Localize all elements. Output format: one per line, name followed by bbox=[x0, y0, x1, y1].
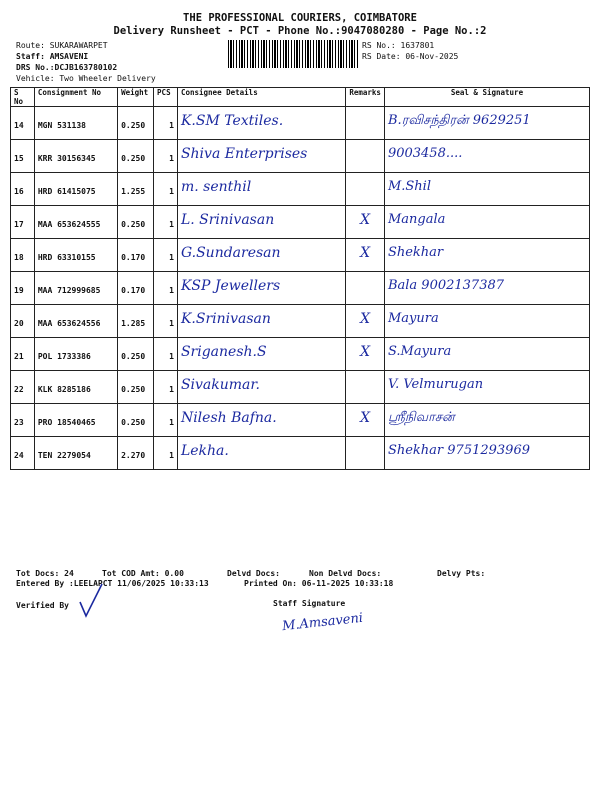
staff-label: Staff: AMSAVENI bbox=[16, 52, 89, 61]
runsheet-title: Delivery Runsheet - PCT - Phone No.:9047080280 - Page No.:2 bbox=[113, 25, 487, 37]
table-row bbox=[11, 173, 590, 206]
pcs-cell: 1 bbox=[154, 206, 178, 239]
weight-cell: 1.255 bbox=[118, 173, 154, 206]
sno-cell: 22 bbox=[11, 371, 35, 404]
sno-cell: 21 bbox=[11, 338, 35, 371]
non-delvd-docs: Non Delvd Docs: bbox=[309, 569, 382, 578]
pcs-cell: 1 bbox=[154, 107, 178, 140]
consignee-cell: K.SM Textiles. bbox=[177, 107, 345, 140]
table-row bbox=[11, 239, 590, 272]
consignment-cell: KLK 8285186 bbox=[34, 371, 117, 404]
table-row bbox=[11, 404, 590, 437]
drs-value: DCJB163780102 bbox=[54, 63, 118, 72]
signature-cell: B.ரவிசந்திரன் 9629251 bbox=[384, 107, 589, 140]
consignment-cell: MAA 712999685 bbox=[34, 272, 117, 305]
weight-cell: 0.170 bbox=[118, 239, 154, 272]
consignee-cell: KSP Jewellers bbox=[177, 272, 345, 305]
col-weight: Weight bbox=[118, 88, 154, 107]
rs-no: RS No.: 1637801 bbox=[362, 41, 435, 50]
sno-cell: 24 bbox=[11, 437, 35, 470]
consignee-cell: m. senthil bbox=[177, 173, 345, 206]
col-signature: Seal & Signature bbox=[384, 88, 589, 107]
table-row bbox=[11, 272, 590, 305]
printed-on: Printed On: 06-11-2025 10:33:18 bbox=[244, 579, 394, 588]
tot-docs: Tot Docs: 24 bbox=[16, 569, 74, 578]
weight-cell: 1.285 bbox=[118, 305, 154, 338]
signature-cell: M.Shil bbox=[384, 173, 589, 206]
consignee-cell: Sivakumar. bbox=[177, 371, 345, 404]
company-title: THE PROFESSIONAL COURIERS, COIMBATORE bbox=[183, 12, 417, 24]
pcs-cell: 1 bbox=[154, 371, 178, 404]
signature-cell: 9003458.... bbox=[384, 140, 589, 173]
consignment-cell: TEN 2279054 bbox=[34, 437, 117, 470]
signature-cell: Shekhar bbox=[384, 239, 589, 272]
table-row bbox=[11, 140, 590, 173]
sno-cell: 14 bbox=[11, 107, 35, 140]
remarks-cell bbox=[346, 371, 385, 404]
consignment-cell: MAA 653624555 bbox=[34, 206, 117, 239]
weight-cell: 0.250 bbox=[118, 107, 154, 140]
signature-cell: Mayura bbox=[384, 305, 589, 338]
vehicle-label: Vehicle: Two Wheeler Delivery bbox=[16, 74, 156, 83]
table-row bbox=[11, 305, 590, 338]
col-sno: S No bbox=[11, 88, 35, 107]
col-remarks: Remarks bbox=[346, 88, 385, 107]
signature-cell: V. Velmurugan bbox=[384, 371, 589, 404]
remarks-cell bbox=[346, 140, 385, 173]
remarks-cell bbox=[346, 173, 385, 206]
weight-cell: 0.250 bbox=[118, 206, 154, 239]
pcs-cell: 1 bbox=[154, 140, 178, 173]
consignment-cell: HRD 63310155 bbox=[34, 239, 117, 272]
runsheet-table bbox=[10, 87, 590, 470]
staff-signature-label: Staff Signature bbox=[273, 599, 346, 608]
consignee-cell: Sriganesh.S bbox=[177, 338, 345, 371]
pcs-cell: 1 bbox=[154, 305, 178, 338]
signature-cell: Shekhar 9751293969 bbox=[384, 437, 589, 470]
consignment-cell: MGN 531138 bbox=[34, 107, 117, 140]
pcs-cell: 1 bbox=[154, 272, 178, 305]
sno-cell: 16 bbox=[11, 173, 35, 206]
consignee-cell: L. Srinivasan bbox=[177, 206, 345, 239]
entered-by: Entered By :LEELAPCT 11/06/2025 10:33:13 bbox=[16, 579, 209, 588]
rs-date: RS Date: 06-Nov-2025 bbox=[362, 52, 459, 61]
signature-cell: ஸ்ரீநிவாசன் bbox=[384, 404, 589, 437]
remarks-cell: X bbox=[346, 338, 385, 371]
pcs-cell: 1 bbox=[154, 338, 178, 371]
consignee-cell: G.Sundaresan bbox=[177, 239, 345, 272]
barcode bbox=[228, 40, 358, 68]
remarks-cell: X bbox=[346, 305, 385, 338]
remarks-cell: X bbox=[346, 404, 385, 437]
consignee-cell: K.Srinivasan bbox=[177, 305, 345, 338]
table-row bbox=[11, 437, 590, 470]
weight-cell: 0.250 bbox=[118, 371, 154, 404]
staff-signature-ink: M.Amsaveni bbox=[281, 610, 364, 635]
remarks-cell: X bbox=[346, 239, 385, 272]
table-row bbox=[11, 338, 590, 371]
verified-by-label: Verified By bbox=[16, 601, 69, 610]
weight-cell: 0.250 bbox=[118, 140, 154, 173]
signature-cell: Bala 9002137387 bbox=[384, 272, 589, 305]
remarks-cell bbox=[346, 272, 385, 305]
remarks-cell: X bbox=[346, 206, 385, 239]
col-consignment: Consignment No bbox=[34, 88, 117, 107]
consignment-cell: POL 1733386 bbox=[34, 338, 117, 371]
remarks-cell bbox=[346, 107, 385, 140]
consignment-cell: KRR 30156345 bbox=[34, 140, 117, 173]
table-header-row bbox=[11, 88, 590, 107]
consignee-cell: Nilesh Bafna. bbox=[177, 404, 345, 437]
table-row bbox=[11, 206, 590, 239]
signature-cell: S.Mayura bbox=[384, 338, 589, 371]
sno-cell: 19 bbox=[11, 272, 35, 305]
sno-cell: 15 bbox=[11, 140, 35, 173]
remarks-cell bbox=[346, 437, 385, 470]
consignment-cell: MAA 653624556 bbox=[34, 305, 117, 338]
sno-cell: 20 bbox=[11, 305, 35, 338]
sno-cell: 17 bbox=[11, 206, 35, 239]
consignee-cell: Lekha. bbox=[177, 437, 345, 470]
tot-cod: Tot COD Amt: 0.00 bbox=[102, 569, 184, 578]
delvd-docs: Delvd Docs: bbox=[227, 569, 280, 578]
verified-signature-mark bbox=[76, 582, 106, 620]
pcs-cell: 1 bbox=[154, 437, 178, 470]
col-pcs: PCS bbox=[154, 88, 178, 107]
table-row bbox=[11, 107, 590, 140]
table-row bbox=[11, 371, 590, 404]
route-label: Route: SUKARAWARPET bbox=[16, 41, 108, 50]
pcs-cell: 1 bbox=[154, 404, 178, 437]
drs-label bbox=[16, 63, 117, 72]
drs-prefix: DRS No.: bbox=[16, 63, 55, 72]
delvy-pts: Delvy Pts: bbox=[437, 569, 486, 578]
sno-cell: 23 bbox=[11, 404, 35, 437]
sno-cell: 18 bbox=[11, 239, 35, 272]
weight-cell: 0.250 bbox=[118, 404, 154, 437]
table-body bbox=[11, 107, 590, 470]
col-consignee: Consignee Details bbox=[177, 88, 345, 107]
consignee-cell: Shiva Enterprises bbox=[177, 140, 345, 173]
weight-cell: 0.250 bbox=[118, 338, 154, 371]
weight-cell: 0.170 bbox=[118, 272, 154, 305]
weight-cell: 2.270 bbox=[118, 437, 154, 470]
pcs-cell: 1 bbox=[154, 173, 178, 206]
consignment-cell: PRO 18540465 bbox=[34, 404, 117, 437]
signature-cell: Mangala bbox=[384, 206, 589, 239]
consignment-cell: HRD 61415075 bbox=[34, 173, 117, 206]
pcs-cell: 1 bbox=[154, 239, 178, 272]
